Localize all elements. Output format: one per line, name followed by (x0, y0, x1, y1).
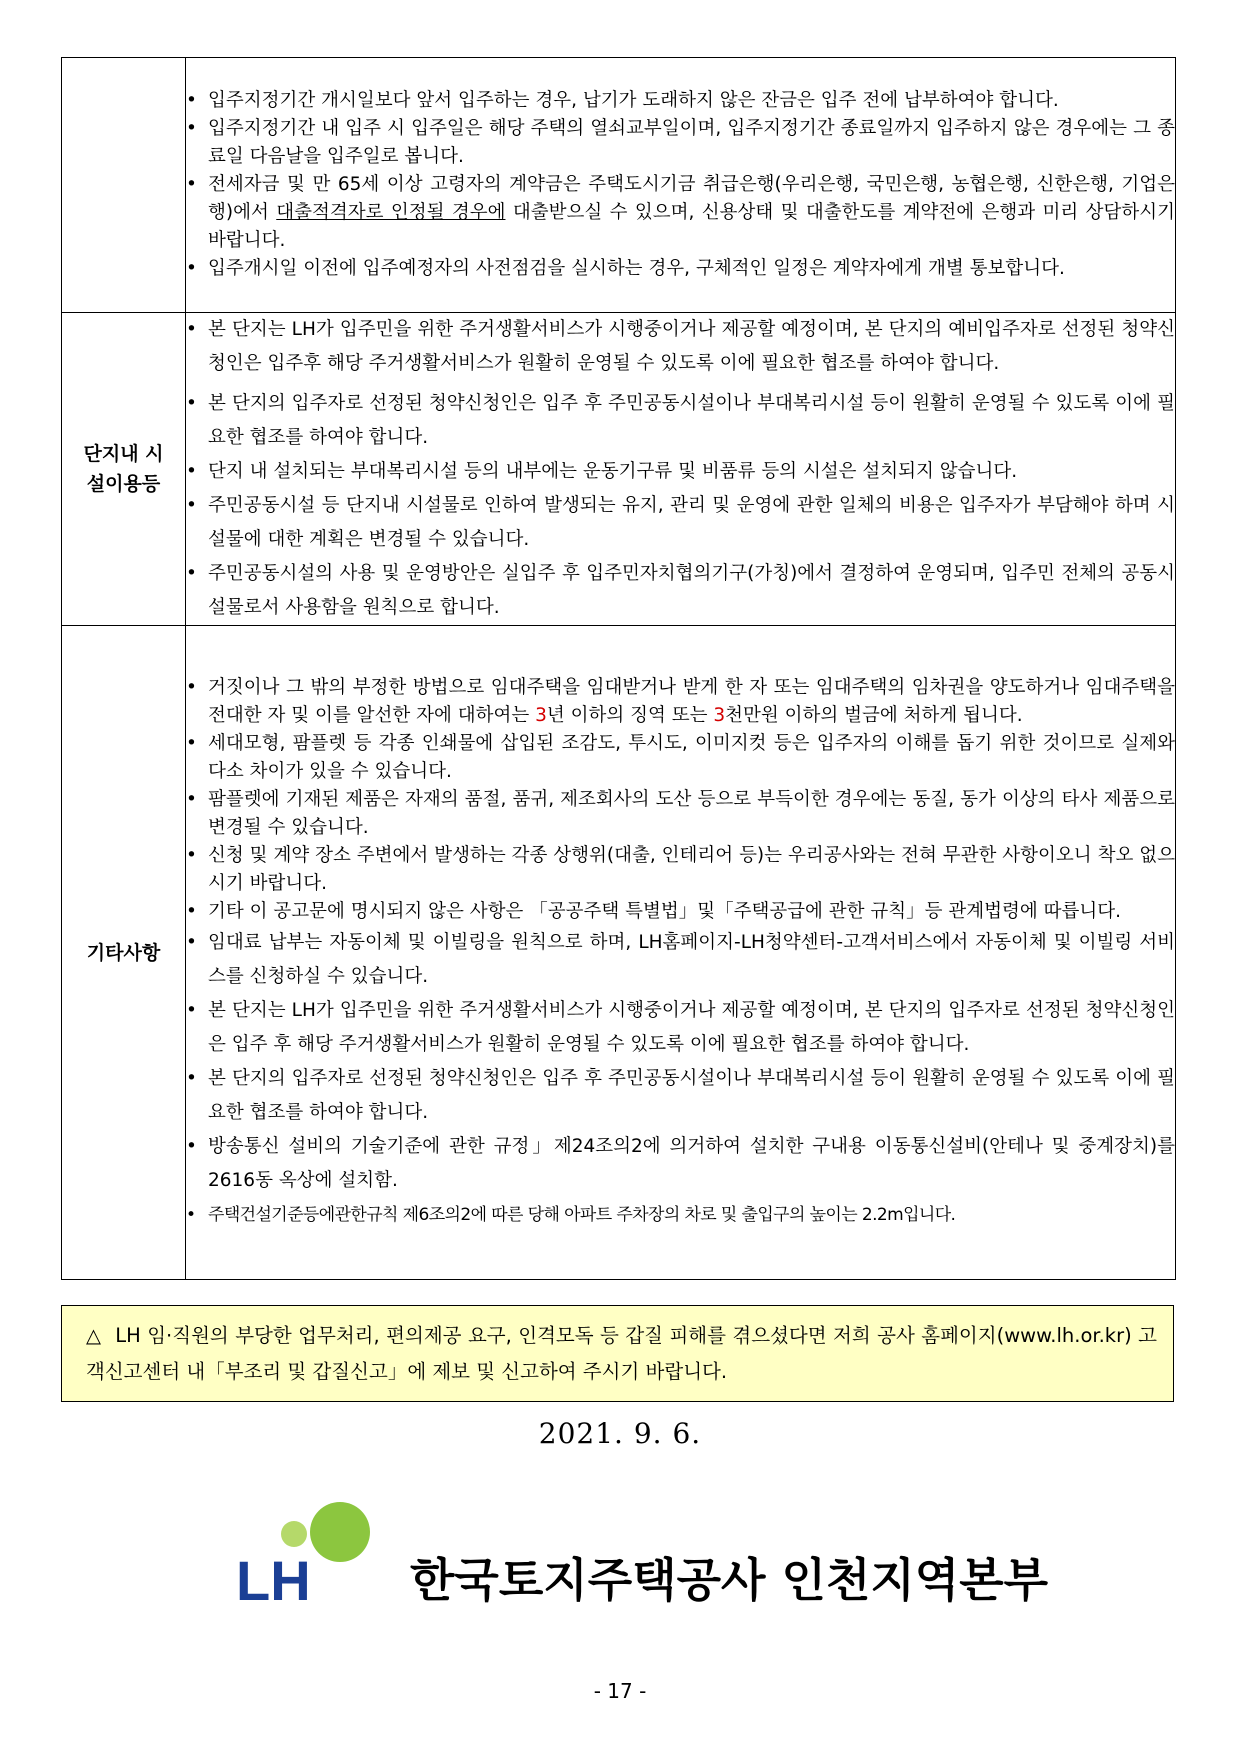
section-content (186, 58, 1176, 313)
section-content (186, 626, 1176, 1280)
list-item: • 임대료 납부는 자동이체 및 이빌링을 원칙으로 하며, LH홈페이지-LH청약센터-고객서비스에서 자동이체 및 이빌링 서비스를 신청하실 수 있습니다. (186, 926, 1175, 994)
list-item: • 방송통신 설비의 기술기준에 관한 규정」제24조의2에 의거하여 설치한 구내용 이동통신설비(안테나 및 중계장치)를 2616동 옥상에 설치함. (186, 1130, 1175, 1198)
section-content (186, 313, 1176, 626)
list-item: • 본 단지의 입주자로 선정된 청약신청인은 입주 후 주민공동시설이나 부대복리시설 등이 원활히 운영될 수 있도록 이에 필요한 협조를 하여야 합니다. (186, 1062, 1175, 1130)
bullet: • (186, 393, 197, 414)
list-item: • 본 단지는 LH가 입주민을 위한 주거생활서비스가 시행중이거나 제공할 예정이며, 본 단지의 입주자로 선정된 청약신청인은 입주 후 해당 주거생활서비스가 원활히 운영될 수 있도록 이에 필요한 협조를 하여야 합니다. (186, 994, 1175, 1062)
table-row (62, 626, 1176, 1280)
bullet: • (186, 676, 197, 698)
logo-circle-small (281, 1521, 307, 1547)
organization-name: 한국토지주택공사 인천지역본부 (410, 1553, 1049, 1607)
notice-table (61, 57, 1176, 1280)
list-item: • 주민공동시설 등 단지내 시설물로 인하여 발생되는 유지, 관리 및 운영에 관한 일체의 비용은 입주자가 부담해야 하며 시설물에 대한 계획은 변경될 수 있습니다. (186, 489, 1175, 557)
bullet: • (186, 319, 197, 340)
underlined-text: 대출적격자로 인정될 경우에 (276, 202, 506, 223)
highlight-number: 3 (713, 704, 726, 726)
bullet: • (186, 732, 197, 754)
lh-logo-icon (234, 1496, 384, 1606)
announcement-date: 2021. 9. 6. (538, 1417, 702, 1450)
bullet: • (186, 900, 197, 922)
table-row (62, 58, 1176, 313)
bullet: • (186, 931, 197, 953)
list-item: • 전세자금 및 만 65세 이상 고령자의 계약금은 주택도시기금 취급은행(우리은행, 국민은행, 농협은행, 신한은행, 기업은행)에서 대출적격자로 인정될 경우에 대출받으실 수 있으며, 신용상태 및 대출한도를 계약전에 은행과 미리 상담하시기 바랍니다. (186, 171, 1175, 255)
bullet: • (186, 118, 197, 139)
bullet: • (186, 90, 197, 111)
bullet: • (186, 258, 197, 279)
bullet: • (186, 999, 197, 1021)
list-item: • 주민공동시설의 사용 및 운영방안은 실입주 후 입주민자치협의기구(가칭)에서 결정하여 운영되며, 입주민 전체의 공동시설물로서 사용함을 원칙으로 합니다. (186, 557, 1175, 625)
report-notice-box (61, 1305, 1174, 1402)
bullet: • (186, 461, 197, 482)
section-label: 단지내 시설이용등 (62, 313, 186, 626)
triangle-icon: △ (86, 1324, 102, 1347)
page-number: - 17 - (593, 1679, 647, 1703)
bullet: • (186, 1204, 196, 1225)
list-item: • 본 단지는 LH가 입주민을 위한 주거생활서비스가 시행중이거나 제공할 예정이며, 본 단지의 예비입주자로 선정된 청약신청인은 입주후 해당 주거생활서비스가 원활히 운영될 수 있도록 이에 필요한 협조를 하여야 합니다. (186, 313, 1175, 381)
bullet: • (186, 495, 197, 516)
section-label: 기타사항 (62, 626, 186, 1280)
notice-text: LH 임·직원의 부당한 업무처리, 편의제공 요구, 인격모독 등 갑질 피해를 겪으셨다면 저희 공사 홈페이지(www.lh.or.kr) 고객신고센터 내「부조리 및 갑질신고」에 제보 및 신고하여 주시기 바랍니다. (86, 1324, 1157, 1383)
bullet: • (186, 1067, 197, 1089)
highlight-number: 3 (535, 704, 547, 726)
list-item: • 본 단지의 입주자로 선정된 청약신청인은 입주 후 주민공동시설이나 부대복리시설 등이 원활히 운영될 수 있도록 이에 필요한 협조를 하여야 합니다. (186, 387, 1175, 455)
bullet: • (186, 174, 197, 195)
list-item: • 단지 내 설치되는 부대복리시설 등의 내부에는 운동기구류 및 비품류 등의 시설은 설치되지 않습니다. (186, 455, 1175, 489)
logo-text: LH (236, 1549, 311, 1606)
list-item: • 세대모형, 팜플렛 등 각종 인쇄물에 삽입된 조감도, 투시도, 이미지컷 등은 입주자의 이해를 돕기 위한 것이므로 실제와 다소 차이가 있을 수 있습니다. (186, 730, 1175, 786)
table-row (62, 313, 1176, 626)
logo-circle-large (310, 1502, 370, 1562)
bullet: • (186, 844, 197, 866)
bullet: • (186, 1135, 197, 1157)
section-label (62, 58, 186, 313)
bullet: • (186, 788, 197, 810)
list-item: • 거짓이나 그 밖의 부정한 방법으로 임대주택을 임대받거나 받게 한 자 또는 임대주택의 임차권을 양도하거나 임대주택을 전대한 자 및 이를 알선한 자에 대하여는 3년 이하의 징역 또는 3천만원 이하의 벌금에 처하게 됩니다. (186, 674, 1175, 730)
list-item: • 기타 이 공고문에 명시되지 않은 사항은 「공공주택 특별법」및「주택공급에 관한 규칙」등 관계법령에 따릅니다. (186, 898, 1175, 926)
list-item: • 주택건설기준등에관한규칙 제6조의2에 따른 당해 아파트 주차장의 차로 및 출입구의 높이는 2.2m입니다. (186, 1198, 1175, 1232)
list-item: • 팜플렛에 기재된 제품은 자재의 품절, 품귀, 제조회사의 도산 등으로 부득이한 경우에는 동질, 동가 이상의 타사 제품으로 변경될 수 있습니다. (186, 786, 1175, 842)
list-item: • 신청 및 계약 장소 주변에서 발생하는 각종 상행위(대출, 인테리어 등)는 우리공사와는 전혀 무관한 사항이오니 착오 없으시기 바랍니다. (186, 842, 1175, 898)
bullet: • (186, 563, 197, 584)
list-item: • 입주개시일 이전에 입주예정자의 사전점검을 실시하는 경우, 구체적인 일정은 계약자에게 개별 통보합니다. (186, 255, 1175, 283)
list-item: • 입주지정기간 내 입주 시 입주일은 해당 주택의 열쇠교부일이며, 입주지정기간 종료일까지 입주하지 않은 경우에는 그 종료일 다음날을 입주일로 봅니다. (186, 115, 1175, 171)
list-item: • 입주지정기간 개시일보다 앞서 입주하는 경우, 납기가 도래하지 않은 잔금은 입주 전에 납부하여야 합니다. (186, 87, 1175, 115)
